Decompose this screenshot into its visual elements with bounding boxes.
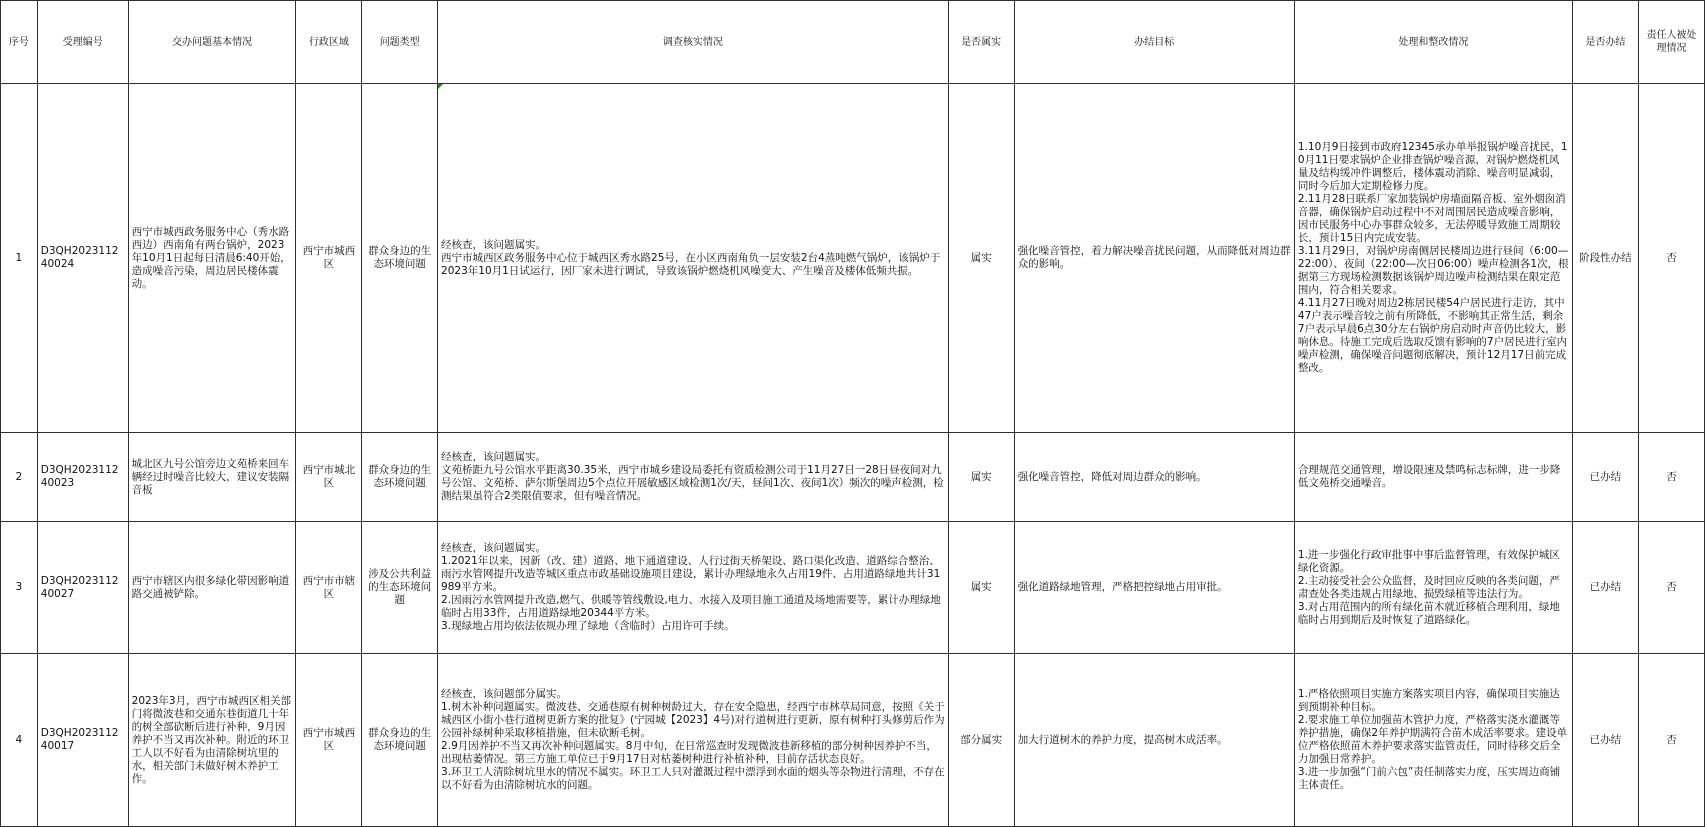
cell-region[interactable]: 西宁市城西区 xyxy=(296,84,362,433)
cell-region[interactable]: 西宁市市辖区 xyxy=(296,522,362,654)
cell-done[interactable]: 已办结 xyxy=(1572,433,1638,522)
cell-verified[interactable]: 属实 xyxy=(948,84,1014,433)
cell-type[interactable]: 涉及公共利益的生态环境问题 xyxy=(362,522,438,654)
cell-id[interactable]: D3QH202311240017 xyxy=(37,654,128,827)
table-row xyxy=(1,433,1705,522)
cell-id[interactable]: D3QH202311240027 xyxy=(37,522,128,654)
cell-investigation[interactable]: 经核查，该问题属实。 西宁市城西区政务服务中心位于城西区秀水路25号，在小区西南角负一层安装2台4蒸吨燃气锅炉，该锅炉于2023年10月1日试运行，因厂家未进行调试，导致该锅炉燃烧机风噪变大、产生噪音及楼体低频共振。 xyxy=(438,84,949,433)
cell-investigation[interactable]: 经核查，该问题部分属实。 1.树木补种问题属实。微波巷、交通巷原有树种树龄过大，存在安全隐患，经西宁市林草局同意，按照《关于城西区小街小巷行道树更新方案的批复》(宁园城【2023】4号)对行道树进行更新，原有树种打头修剪后作为公园补绿树种采取移植措施，但未砍断毛树。 2.9月因养护不当又再次补种问题属实。8月中旬，在日常巡查时发现微波巷新移植的部分树种因养护不当，出现枯萎情况。第三方施工单位已于9月17日对枯萎树种进行补植补种，目前存活状态良好。 3.环卫工人清除树坑里水的情况不属实。环卫工人只对灌溉过程中漂浮到水面的烟头等杂物进行清理，不存在以不好看为由清除树坑水的问题。 xyxy=(438,654,949,827)
cell-issue[interactable]: 城北区九号公馆旁边文苑桥来回车辆经过时噪音比较大，建议安装隔音板 xyxy=(128,433,296,522)
cell-no[interactable]: 1 xyxy=(1,84,38,433)
cell-verified[interactable]: 属实 xyxy=(948,433,1014,522)
cell-region[interactable]: 西宁市城西区 xyxy=(296,654,362,827)
cell-type[interactable]: 群众身边的生态环境问题 xyxy=(362,654,438,827)
cell-accountability[interactable]: 否 xyxy=(1638,654,1704,827)
cell-accountability[interactable]: 否 xyxy=(1638,433,1704,522)
cell-id[interactable]: D3QH202311240024 xyxy=(37,84,128,433)
header-accountability[interactable]: 责任人被处理情况 xyxy=(1638,1,1704,84)
cell-goal[interactable]: 强化噪音管控，降低对周边群众的影响。 xyxy=(1014,433,1294,522)
cell-goal[interactable]: 加大行道树木的养护力度，提高树木成活率。 xyxy=(1014,654,1294,827)
cell-done[interactable]: 已办结 xyxy=(1572,522,1638,654)
cell-type[interactable]: 群众身边的生态环境问题 xyxy=(362,84,438,433)
cell-issue[interactable]: 2023年3月，西宁市城西区相关部门将微波巷和交通东巷街道几十年的树全部砍断后进行补种，9月因养护不当又再次补种。附近的环卫工人以不好看为由清除树坑里的水，相关部门未做好树木养护工作。 xyxy=(128,654,296,827)
header-region[interactable]: 行政区域 xyxy=(296,1,362,84)
cell-verified[interactable]: 属实 xyxy=(948,522,1014,654)
cell-handling[interactable]: 1.10月9日接到市政府12345承办单举报锅炉噪音扰民，10月11日要求锅炉企业排查锅炉噪音源，对锅炉燃烧机风量及结构缓冲件调整后，楼体震动消除、噪音明显减弱，同时今后加大定期检修力度。 2.11月28日联系厂家加装锅炉房墙面隔音板、室外烟囱消音器，确保锅炉启动过程中不对周围居民造成噪音影响，因市民服务中心办事群众较多，无法停暖导致施工周期较长，预计15日内完成安装。 3.11月29日，对锅炉房南侧居民楼周边进行昼间（6:00—22:00）、夜间（22:00—次日06:00）噪声检测各1次，根据第三方现场检测数据该锅炉周边噪声检测结果在限定范围内，符合相关要求。 4.11月27日晚对周边2栋居民楼54户居民进行走访，其中47户表示噪音较之前有所降低，不影响其正常生活，剩余7户表示早晨6点30分左右锅炉房启动时声音仍比较大，影响休息。待施工完成后选取反馈有影响的7户居民进行室内噪声检测，确保噪音问题彻底解决，预计12月17日前完成整改。 xyxy=(1294,84,1572,433)
header-id[interactable]: 受理编号 xyxy=(37,1,128,84)
cell-handling[interactable]: 合理规范交通管理，增设限速及禁鸣标志标牌，进一步降低文苑桥交通噪音。 xyxy=(1294,433,1572,522)
cell-done[interactable]: 阶段性办结 xyxy=(1572,84,1638,433)
header-type[interactable]: 问题类型 xyxy=(362,1,438,84)
header-goal[interactable]: 办结目标 xyxy=(1014,1,1294,84)
cell-investigation[interactable]: 经核查，该问题属实。 1.2021年以来，因新（改、建）道路、地下通道建设、人行过街天桥架设、路口渠化改造、道路综合整治、雨污水管网提升改造等城区重点市政基础设施项目建设，累计办理绿地永久占用19件、占用道路绿地共计31989平方米。 2.因雨污水管网提升改造,燃气、供暖等管线敷设,电力、水接入及项目施工通道及场地需要等，累计办理绿地临时占用33件，占用道路绿地20344平方米。 3.现绿地占用均依法依规办理了绿地（含临时）占用许可手续。 xyxy=(438,522,949,654)
header-done[interactable]: 是否办结 xyxy=(1572,1,1638,84)
cell-issue[interactable]: 西宁市辖区内很多绿化带因影响道路交通被铲除。 xyxy=(128,522,296,654)
header-verified[interactable]: 是否属实 xyxy=(948,1,1014,84)
table-row xyxy=(1,654,1705,827)
cell-no[interactable]: 2 xyxy=(1,433,38,522)
table-row xyxy=(1,522,1705,654)
cell-issue[interactable]: 西宁市城西政务服务中心（秀水路西边）西南角有两台锅炉，2023年10月1日起每日清晨6:40开始，造成噪音污染，周边居民楼体震动。 xyxy=(128,84,296,433)
cell-goal[interactable]: 强化噪音管控，着力解决噪音扰民问题，从而降低对周边群众的影响。 xyxy=(1014,84,1294,433)
cell-investigation[interactable]: 经核查，该问题属实。 文苑桥距九号公馆水平距离30.35米，西宁市城乡建设局委托有资质检测公司于11月27日一28日昼夜间对九号公馆、文苑桥、萨尔斯堡周边5个点位开展敏感区域检测1次/天，昼间1次、夜间1次）频次的噪声检测，检测结果虽符合2类限值要求，但有噪音情况。 xyxy=(438,433,949,522)
cell-accountability[interactable]: 否 xyxy=(1638,522,1704,654)
cell-no[interactable]: 4 xyxy=(1,654,38,827)
cell-done[interactable]: 已办结 xyxy=(1572,654,1638,827)
cell-accountability[interactable]: 否 xyxy=(1638,84,1704,433)
cell-goal[interactable]: 强化道路绿地管理，严格把控绿地占用审批。 xyxy=(1014,522,1294,654)
header-investigation[interactable]: 调查核实情况 xyxy=(438,1,949,84)
header-no[interactable]: 序号 xyxy=(1,1,38,84)
cell-id[interactable]: D3QH202311240023 xyxy=(37,433,128,522)
header-issue[interactable]: 交办问题基本情况 xyxy=(128,1,296,84)
table-row xyxy=(1,84,1705,433)
cell-type[interactable]: 群众身边的生态环境问题 xyxy=(362,433,438,522)
cell-no[interactable]: 3 xyxy=(1,522,38,654)
header-handling[interactable]: 处理和整改情况 xyxy=(1294,1,1572,84)
cell-handling[interactable]: 1.严格依照项目实施方案落实项目内容，确保项目实施达到预期补种目标。 2.要求施工单位加强苗木管护力度，严格落实浇水灌溉等养护措施，确保2年养护期满符合苗木成活率要求。建设单位严格依照苗木养护要求落实监管责任，同时待移交后全力加强日常养护。 3.进一步加强“门前六包”责任制落实力度，压实周边商铺主体责任。 xyxy=(1294,654,1572,827)
cell-region[interactable]: 西宁市城北区 xyxy=(296,433,362,522)
cell-verified[interactable]: 部分属实 xyxy=(948,654,1014,827)
header-row xyxy=(1,1,1705,84)
cell-handling[interactable]: 1.进一步强化行政审批事中事后监督管理，有效保护城区绿化资源。 2.主动接受社会公众监督，及时回应反映的各类问题，严肃查处各类违规占用绿地、损毁绿植等违法行为。 3.对占用范围内的所有绿化苗木就近移植合理利用，绿地临时占用到期后及时恢复了道路绿化。 xyxy=(1294,522,1572,654)
